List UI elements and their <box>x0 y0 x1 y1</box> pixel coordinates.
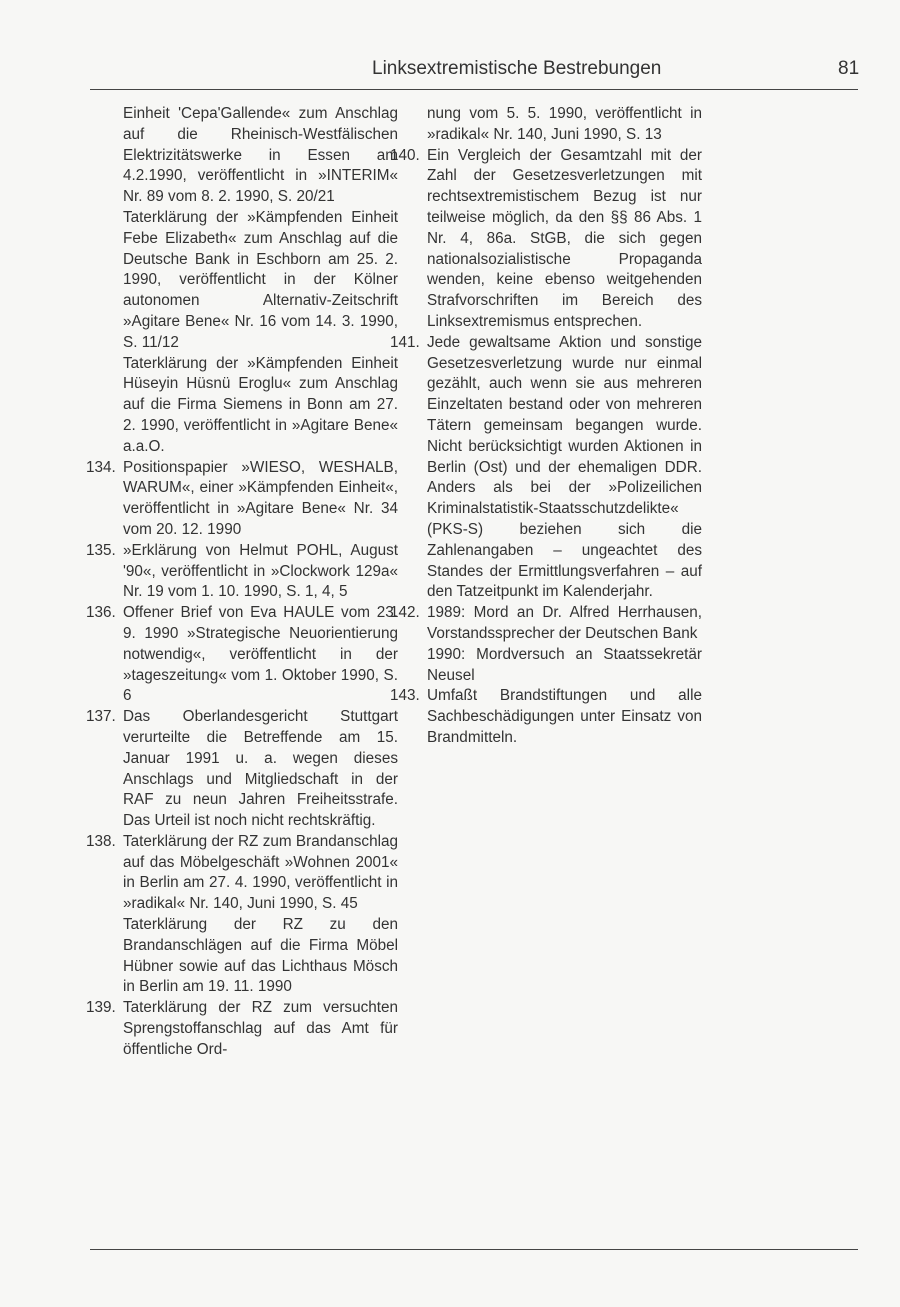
note-134 <box>86 458 398 541</box>
note-paragraph: Taterklärung der RZ zum Brandanschlag auf das Möbelgeschäft »Wohnen 2001« in Berlin am 27. 4. 1990, veröffentlicht in »radikal« Nr. 140, Juni 1990, S. 45 <box>123 832 398 913</box>
note-continuation-text <box>123 104 398 458</box>
left-column <box>86 104 398 1061</box>
note-138 <box>86 832 398 998</box>
note-139 <box>86 998 398 1060</box>
note-number: 143. <box>390 687 420 705</box>
note-continuation-left <box>86 104 398 458</box>
note-text <box>123 458 398 541</box>
right-column <box>390 104 702 749</box>
note-continuation-text <box>427 104 702 146</box>
note-paragraph: Taterklärung der RZ zum versuchten Sprengstoffanschlag auf das Amt für öffentliche Ord- <box>123 999 398 1058</box>
note-136 <box>86 603 398 707</box>
header-rule <box>90 89 858 90</box>
note-text <box>123 707 398 832</box>
note-text <box>123 998 398 1060</box>
note-number: 141. <box>390 333 420 351</box>
note-paragraph: Ein Vergleich der Gesamtzahl mit der Zahl der Gesetzesverletzungen mit rechtsextremistischem Bezug ist nur teilweise möglich, da den §§ 86 Abs. 1 Nr. 4, 86a. StGB, die sich gegen nationalsozialistische Propaganda wenden, keine ebenso weitgehenden Strafvorschriften im Bereich des Linksextremismus entsprechen. <box>427 146 702 330</box>
running-header-title: Linksextremistische Bestrebungen <box>372 58 662 79</box>
note-continuation-right <box>390 104 702 146</box>
note-text <box>427 333 702 603</box>
note-number: 135. <box>86 541 116 559</box>
note-paragraph: Jede gewaltsame Aktion und sonstige Gesetzesverletzung wurde nur einmal gezählt, auch wenn sie aus mehreren Einzeltaten bestand oder von mehreren Tätern gemeinsam begangen wurde. Nicht berücksichtigt wurden Aktionen in Berlin (Ost) und der ehemaligen DDR. Anders als bei der »Polizeilichen Kriminalstatistik-Staatsschutzdelikte« (PKS-S) beziehen sich die Zahlenangaben – ungeachtet des Standes der Ermittlungsverfahren – auf den Tatzeitpunkt im Kalenderjahr. <box>427 333 702 601</box>
note-141 <box>390 333 702 603</box>
note-paragraph: 1990: Mordversuch an Staatssekretär Neusel <box>427 645 702 684</box>
note-paragraph: Offener Brief von Eva HAULE vom 23. 9. 1990 »Strategische Neuorientierung notwendig«, veröffentlicht in der »tageszeitung« vom 1. Oktober 1990, S. 6 <box>123 604 398 705</box>
note-number: 139. <box>86 999 116 1017</box>
note-140 <box>390 146 702 333</box>
note-text <box>123 832 398 998</box>
note-text <box>123 541 398 603</box>
note-number: 137. <box>86 708 116 726</box>
note-text <box>427 686 702 748</box>
note-paragraph: Taterklärung der »Kämpfenden Einheit Febe Elizabeth« zum Anschlag auf die Deutsche Bank in Eschborn am 25. 2. 1990, veröffentlicht in der Kölner autonomen Alternativ-Zeitschrift »Agitare Bene« Nr. 16 vom 14. 3. 1990, S. 11/12 <box>123 208 398 351</box>
note-142 <box>390 603 702 686</box>
note-number: 140. <box>390 146 420 164</box>
note-paragraph: Umfaßt Brandstiftungen und alle Sachbeschädigungen unter Einsatz von Brandmitteln. <box>427 687 702 746</box>
note-paragraph: Einheit 'Cepa'Gallende« zum Anschlag auf die Rheinisch-Westfälischen Elektrizitätswerke in Essen am 4.2.1990, veröffentlicht in »INTERIM« Nr. 89 vom 8. 2. 1990, S. 20/21 <box>123 105 398 206</box>
note-paragraph: »Erklärung von Helmut POHL, August '90«, veröffentlicht in »Clockwork 129a« Nr. 19 vom 1. 10. 1990, S. 1, 4, 5 <box>123 541 398 601</box>
note-text <box>427 603 702 686</box>
note-number: 138. <box>86 832 116 850</box>
note-paragraph: Das Oberlandesgericht Stuttgart verurteilte die Betreffende am 15. Januar 1991 u. a. wegen dieses Anschlags und Mitgliedschaft in der RAF zu neun Jahren Freiheitsstrafe. Das Urteil ist noch nicht rechtskräftig. <box>123 708 398 830</box>
note-number: 142. <box>390 604 420 622</box>
footer-rule <box>90 1249 858 1250</box>
note-143 <box>390 686 702 748</box>
note-number: 134. <box>86 458 116 476</box>
page-number: 81 <box>838 58 860 79</box>
note-paragraph: 1989: Mord an Dr. Alfred Herrhausen, Vorstandssprecher der Deutschen Bank <box>427 604 702 642</box>
note-paragraph: Positionspapier »WIESO, WESHALB, WARUM«, einer »Kämpfenden Einheit«, veröffentlicht in »Agitare Bene« Nr. 34 vom 20. 12. 1990 <box>123 458 398 538</box>
note-paragraph: Taterklärung der »Kämpfenden Einheit Hüseyin Hüsnü Eroglu« zum Anschlag auf die Firma Siemens in Bonn am 27. 2. 1990, veröffentlicht in »Agitare Bene« a.a.O. <box>123 354 398 455</box>
note-paragraph: Taterklärung der RZ zu den Brandanschlägen auf die Firma Möbel Hübner sowie auf das Lichthaus Mösch in Berlin am 19. 11. 1990 <box>123 916 398 996</box>
note-text <box>427 146 702 333</box>
note-137 <box>86 707 398 832</box>
note-135 <box>86 541 398 603</box>
note-text <box>123 603 398 707</box>
note-number: 136. <box>86 604 116 622</box>
note-paragraph: nung vom 5. 5. 1990, veröffentlicht in »radikal« Nr. 140, Juni 1990, S. 13 <box>427 105 702 143</box>
